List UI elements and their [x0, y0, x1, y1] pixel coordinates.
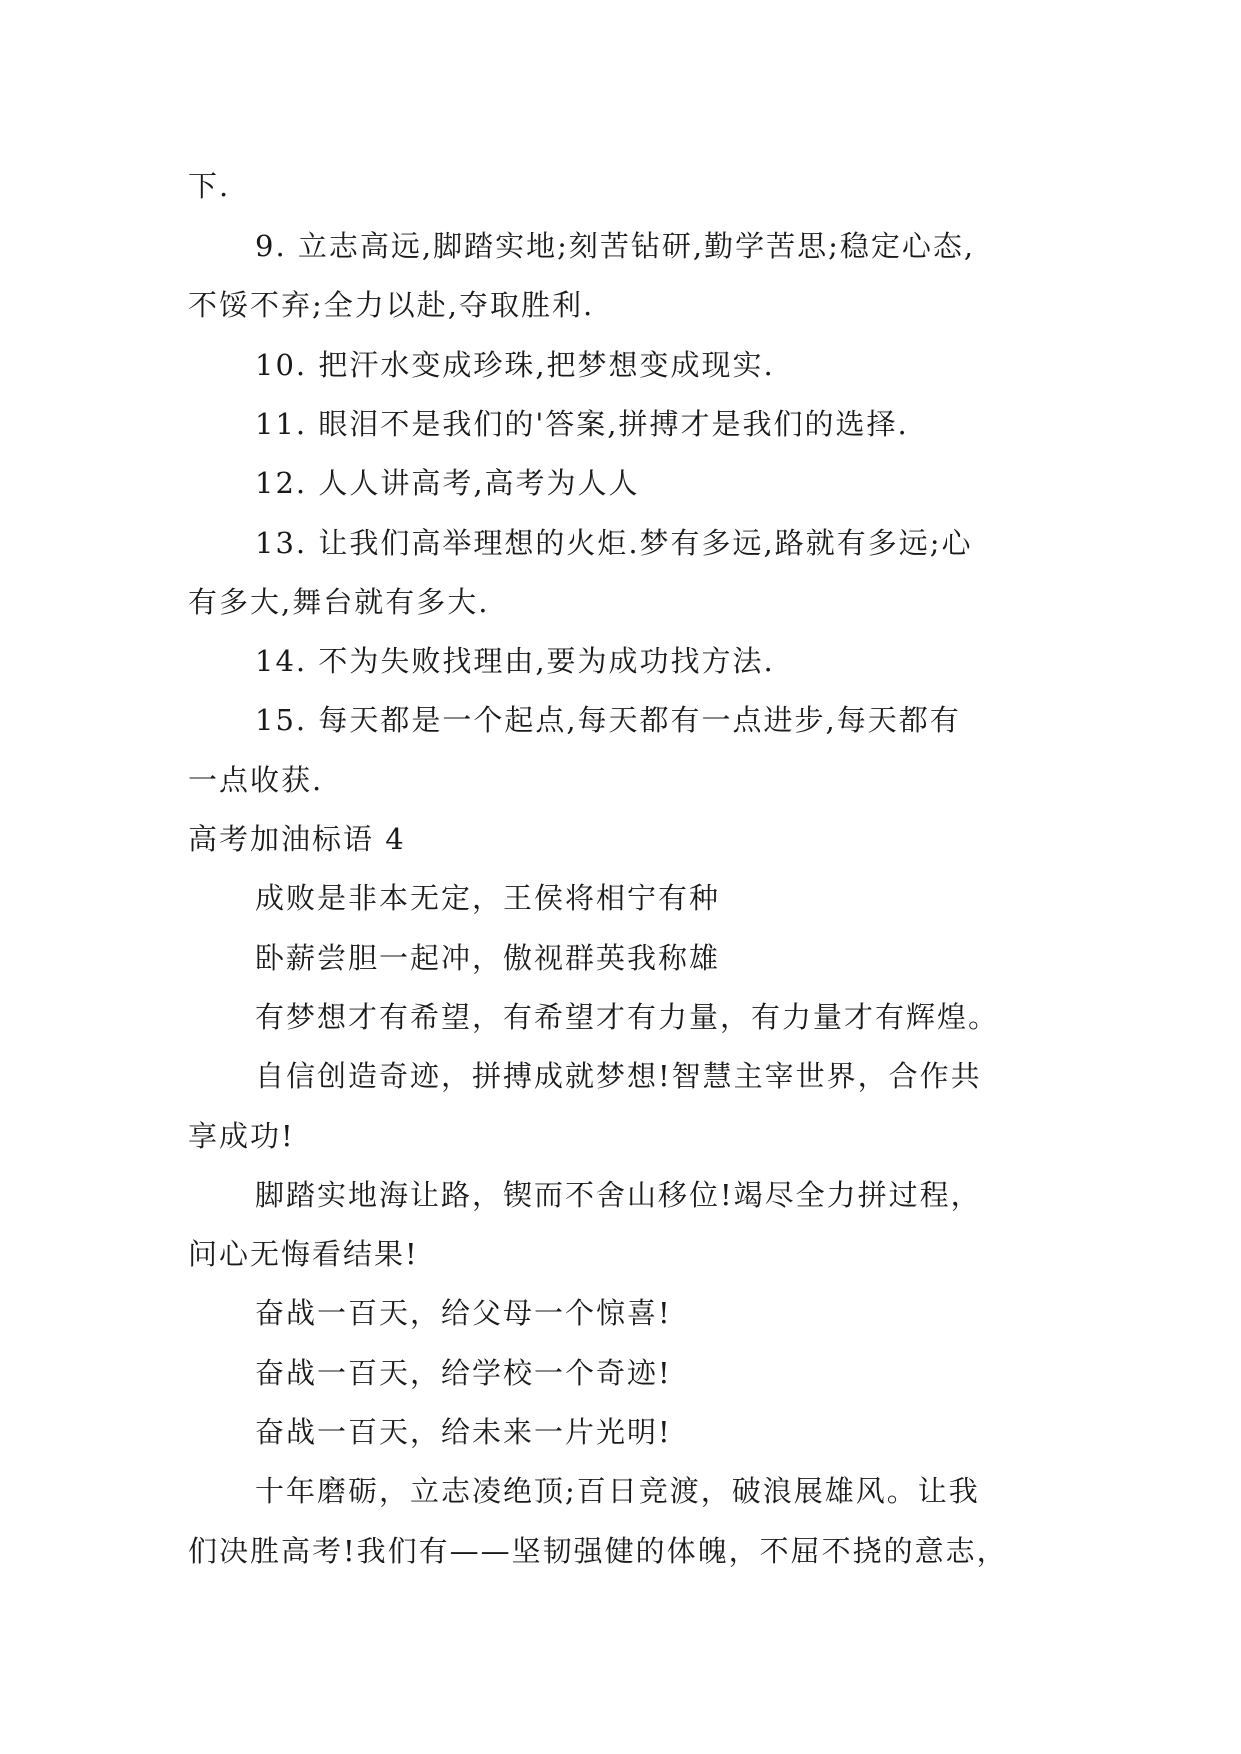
- text-line: 不馁不弃;全力以赴,夺取胜利.: [188, 288, 595, 322]
- text-line: 卧薪尝胆一起冲，傲视群英我称雄: [255, 941, 721, 975]
- list-item-9: 9. 立志高远,脚踏实地;刻苦钻研,勤学苦思;稳定心态,: [255, 229, 976, 263]
- text-line: 有多大,舞台就有多大.: [188, 585, 490, 619]
- list-item-14: 14. 不为失败找理由,要为成功找方法.: [255, 644, 775, 678]
- text-line: 脚踏实地海让路，锲而不舍山移位!竭尽全力拼过程，: [255, 1178, 982, 1212]
- text-line: 自信创造奇迹，拼搏成就梦想!智慧主宰世界，合作共: [255, 1059, 982, 1093]
- text-line: 有梦想才有希望，有希望才有力量，有力量才有辉煌。: [255, 1000, 1000, 1034]
- text-line: 享成功!: [188, 1119, 295, 1153]
- list-item-11: 11. 眼泪不是我们的'答案,拼搏才是我们的选择.: [255, 407, 909, 441]
- text-line: 奋战一百天，给未来一片光明!: [255, 1415, 672, 1449]
- text-line: 十年磨砺，立志凌绝顶;百日竞渡，破浪展雄风。让我: [255, 1474, 980, 1508]
- list-item-12: 12. 人人讲高考,高考为人人: [255, 466, 640, 500]
- text-line: 下.: [188, 169, 231, 203]
- list-item-15: 15. 每天都是一个起点,每天都有一点进步,每天都有: [255, 703, 961, 737]
- list-item-13: 13. 让我们高举理想的火炬.梦有多远,路就有多远;心: [255, 526, 973, 560]
- text-line: 成败是非本无定，王侯将相宁有种: [255, 881, 721, 915]
- section-heading: 高考加油标语 4: [188, 822, 406, 856]
- list-item-10: 10. 把汗水变成珍珠,把梦想变成现实.: [255, 348, 775, 382]
- text-line: 一点收获.: [188, 763, 324, 797]
- text-line: 奋战一百天，给父母一个惊喜!: [255, 1296, 672, 1330]
- text-line: 问心无悔看结果!: [188, 1237, 419, 1271]
- text-line: 奋战一百天，给学校一个奇迹!: [255, 1356, 672, 1390]
- text-line: 们决胜高考!我们有——坚韧强健的体魄，不屈不挠的意志，: [188, 1534, 1008, 1568]
